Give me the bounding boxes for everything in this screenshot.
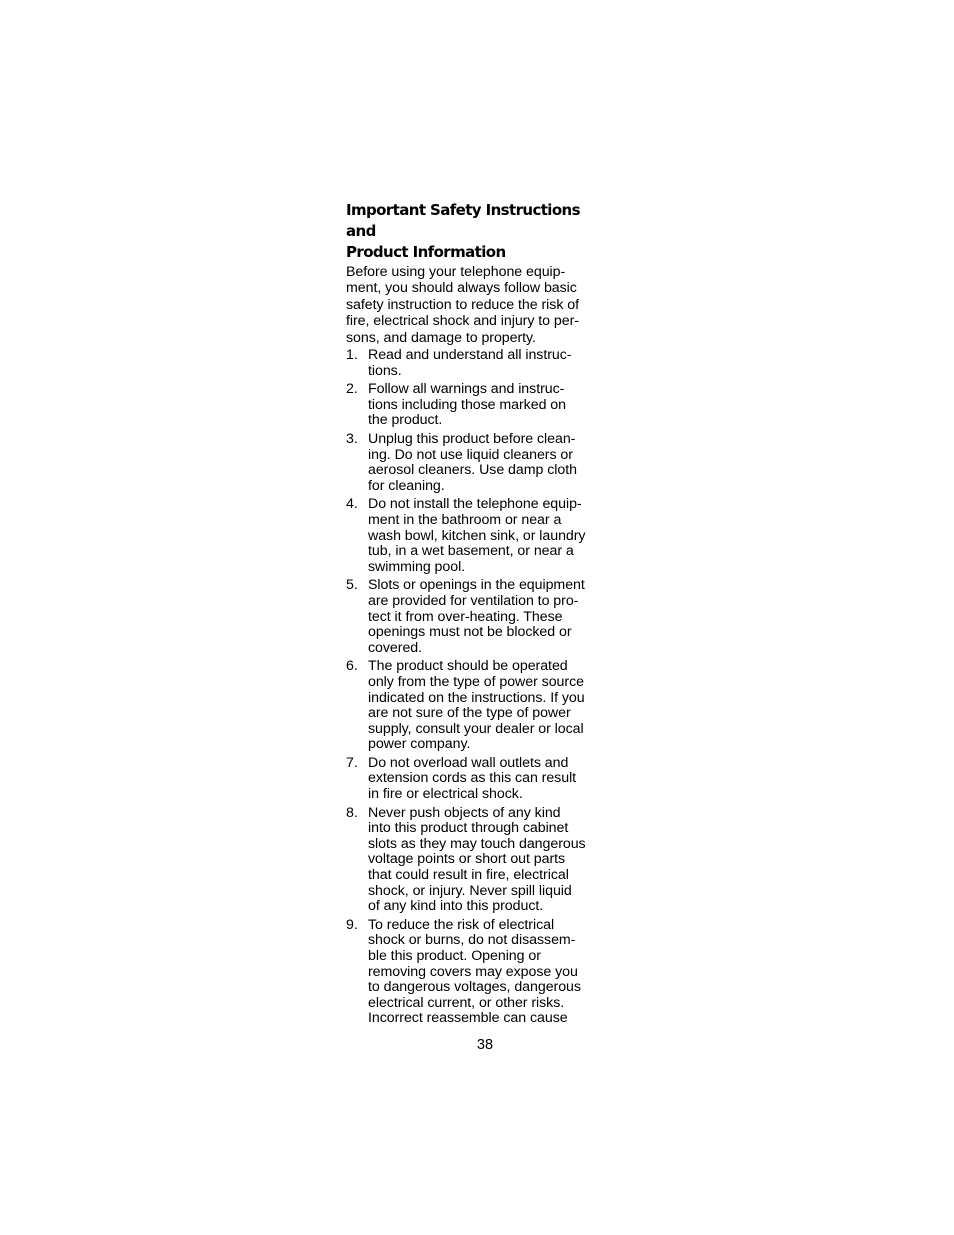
- heading-line-1: Important Safety Instructions and: [346, 201, 580, 240]
- list-item-number: 6.: [346, 658, 358, 675]
- heading-line-2: Product Information: [346, 243, 506, 261]
- list-item-line: tub, in a wet basement, or near a: [368, 543, 574, 560]
- section-heading: [346, 200, 608, 263]
- list-item-line: only from the type of power source: [368, 673, 584, 690]
- list-item-line: Incorrect reassemble can cause: [368, 1010, 568, 1027]
- intro-line: ment, you should always follow basic: [346, 280, 577, 297]
- list-item-number: 5.: [346, 577, 358, 594]
- list-item-line: swimming pool.: [368, 558, 466, 575]
- list-item-number: 3.: [346, 431, 358, 447]
- list-item-line: Slots or openings in the equipment: [368, 577, 585, 594]
- list-item: [346, 578, 608, 656]
- list-item: [346, 497, 608, 575]
- list-item-line: The product should be operated: [368, 658, 568, 675]
- list-item-number: 1.: [346, 347, 358, 364]
- list-item-line: that could result in fire, electrical: [368, 867, 569, 884]
- page-number-text: 38: [476, 1037, 494, 1053]
- intro-line: fire, electrical shock and injury to per-: [346, 313, 579, 330]
- list-item-number: 4.: [346, 496, 358, 513]
- list-item-line: openings must not be blocked or: [368, 624, 572, 641]
- list-item-line: into this product through cabinet: [368, 820, 569, 837]
- list-item: [346, 659, 608, 753]
- intro-paragraph: [346, 264, 608, 346]
- list-item-line: Never push objects of any kind: [368, 804, 561, 821]
- safety-instructions-list: [346, 348, 608, 1027]
- list-item: [346, 806, 608, 915]
- list-item-line: for cleaning.: [368, 477, 445, 494]
- list-item: [346, 918, 608, 1027]
- list-item-line: are provided for ventilation to pro-: [368, 592, 579, 609]
- list-item-line: covered.: [368, 639, 423, 656]
- list-item-line: aerosol cleaners. Use damp cloth: [368, 462, 577, 479]
- page-number: [0, 1036, 954, 1054]
- list-item-line: are not sure of the type of power: [368, 705, 571, 722]
- list-item-line: slots as they may touch dangerous: [368, 835, 586, 852]
- list-item-line: Read and understand all instruc-: [368, 347, 572, 364]
- list-item-line: to dangerous voltages, dangerous: [368, 979, 581, 996]
- list-item-line: power company.: [368, 736, 471, 753]
- list-item-line: electrical current, or other risks.: [368, 994, 565, 1011]
- list-item: [346, 382, 608, 429]
- list-item-line: voltage points or short out parts: [368, 851, 566, 868]
- list-item: [346, 756, 608, 803]
- list-item-line: Follow all warnings and instruc-: [368, 381, 565, 398]
- list-item-line: Do not install the telephone equip-: [368, 496, 582, 513]
- list-item-line: wash bowl, kitchen sink, or laundry: [368, 527, 586, 544]
- list-item: [346, 432, 608, 494]
- intro-line: safety instruction to reduce the risk of: [346, 296, 579, 313]
- list-item-line: ment in the bathroom or near a: [368, 511, 562, 528]
- list-item-line: Unplug this product before clean-: [368, 431, 576, 447]
- list-item-line: tions.: [368, 362, 402, 379]
- list-item-line: shock, or injury. Never spill liquid: [368, 882, 572, 899]
- list-item-line: Do not overload wall outlets and: [368, 754, 569, 771]
- list-item: [346, 348, 608, 379]
- intro-line: Before using your telephone equip-: [346, 264, 566, 280]
- list-item-line: the product.: [368, 412, 443, 429]
- list-item-line: tions including those marked on: [368, 396, 566, 413]
- list-item-number: 9.: [346, 916, 358, 933]
- list-item-line: ble this product. Opening or: [368, 948, 541, 964]
- list-item-number: 2.: [346, 381, 358, 398]
- list-item-line: ing. Do not use liquid cleaners or: [368, 446, 573, 463]
- list-item-line: in fire or electrical shock.: [368, 786, 523, 803]
- list-item-line: shock or burns, do not disassem-: [368, 932, 576, 949]
- document-column: [346, 200, 608, 1030]
- list-item-line: extension cords as this can result: [368, 770, 577, 787]
- list-item-number: 8.: [346, 804, 358, 821]
- list-item-line: supply, consult your dealer or local: [368, 720, 584, 737]
- list-item-line: removing covers may expose you: [368, 963, 578, 980]
- intro-line: sons, and damage to property.: [346, 329, 536, 346]
- list-item-line: tect it from over-heating. These: [368, 608, 563, 625]
- list-item-line: indicated on the instructions. If you: [368, 689, 585, 706]
- list-item-number: 7.: [346, 754, 358, 771]
- list-item-line: To reduce the risk of electrical: [368, 916, 555, 933]
- list-item-line: of any kind into this product.: [368, 898, 544, 915]
